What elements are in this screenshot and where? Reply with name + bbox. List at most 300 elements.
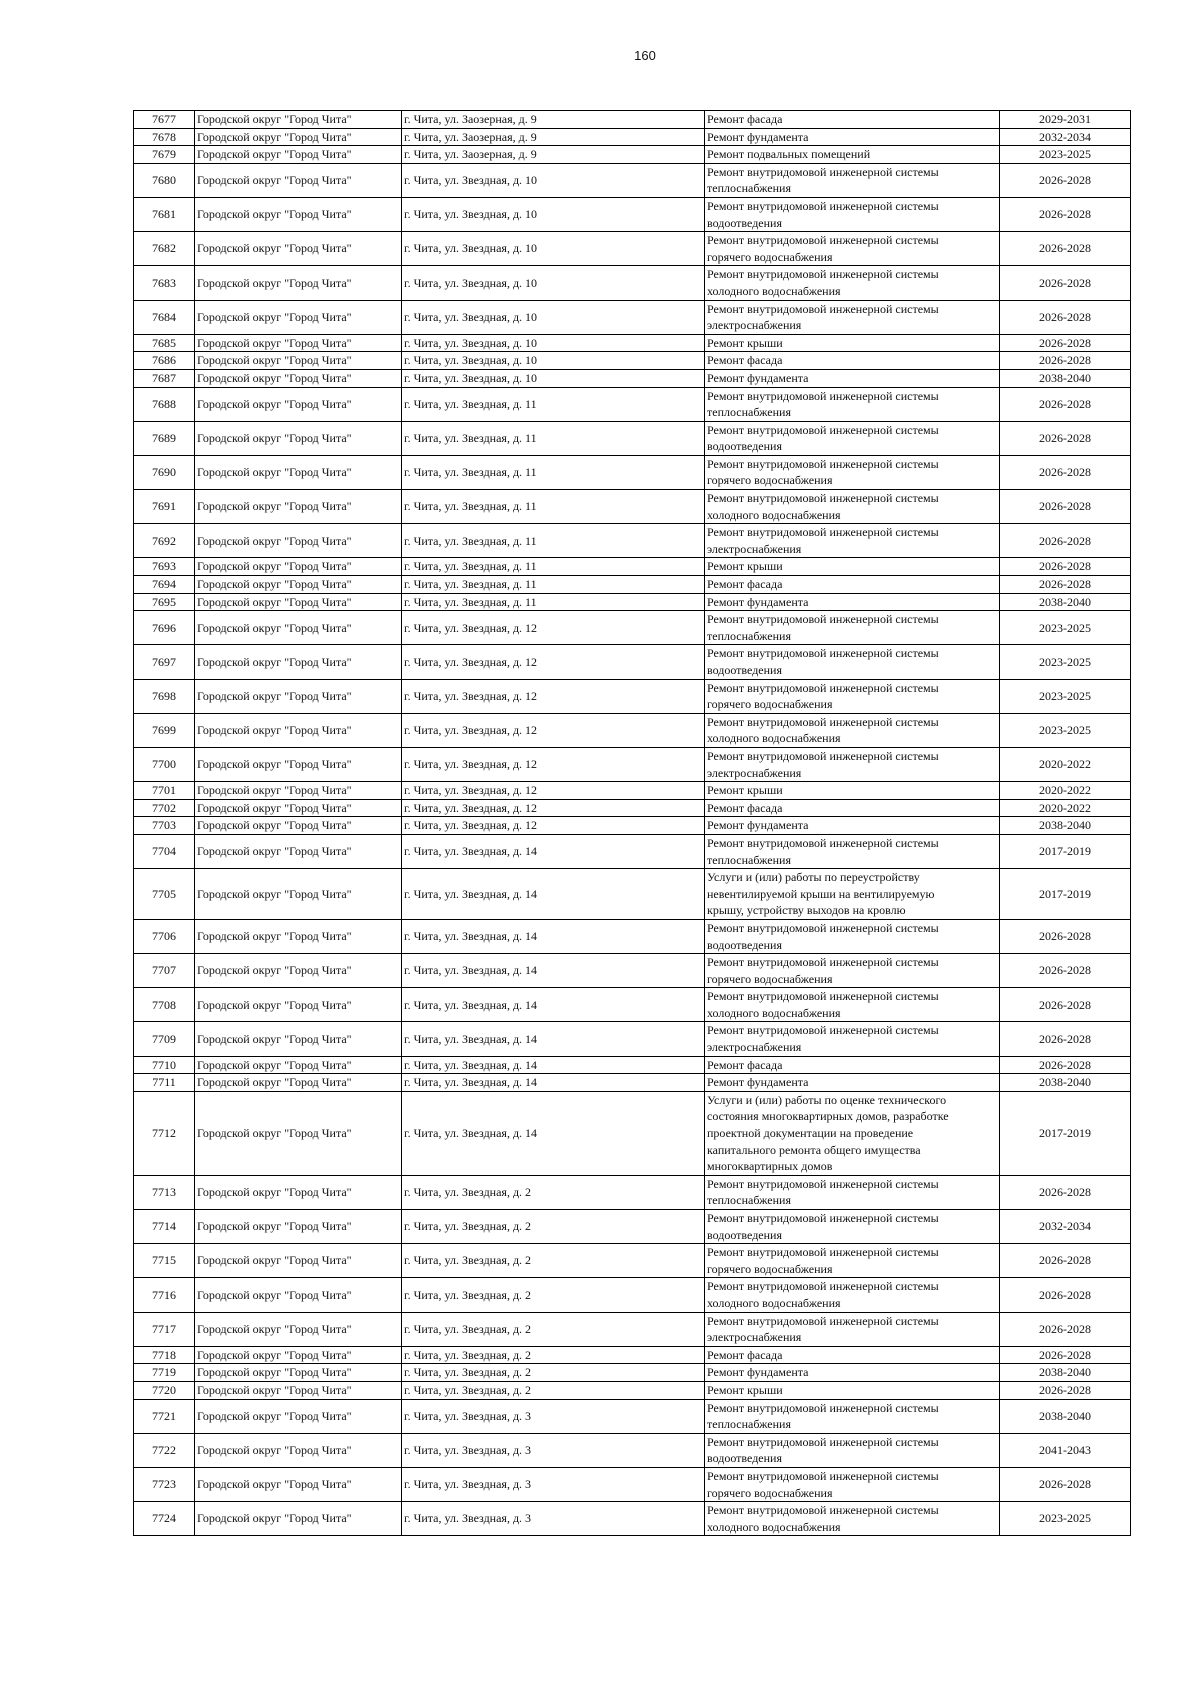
- work-type-line: горячего водоснабжения: [707, 249, 833, 264]
- table-row: [134, 713, 1131, 747]
- municipality-cell: Городской округ "Город Чита": [195, 954, 402, 988]
- work-type-line: Ремонт внутридомовой инженерной системы: [707, 1313, 939, 1328]
- work-type-cell: [705, 490, 1000, 524]
- municipality-cell: Городской округ "Город Чита": [195, 369, 402, 387]
- address-cell: г. Чита, ул. Заозерная, д. 9: [402, 111, 705, 129]
- row-number-cell: 7688: [134, 387, 195, 421]
- municipality-cell: Городской округ "Город Чита": [195, 387, 402, 421]
- work-type-line: Ремонт фасада: [707, 353, 783, 368]
- work-type-line: Ремонт фундамента: [707, 594, 809, 609]
- address-cell: г. Чита, ул. Звездная, д. 10: [402, 163, 705, 197]
- work-type-line: теплоснабжения: [707, 628, 791, 643]
- work-type-cell: [705, 919, 1000, 953]
- work-type-line: Ремонт внутридомовой инженерной системы: [707, 714, 939, 729]
- row-number-cell: 7720: [134, 1381, 195, 1399]
- row-number-cell: 7679: [134, 146, 195, 164]
- address-cell: г. Чита, ул. Звездная, д. 11: [402, 593, 705, 611]
- municipality-cell: Городской округ "Город Чита": [195, 645, 402, 679]
- municipality-cell: Городской округ "Город Чита": [195, 611, 402, 645]
- work-type-line: водоотведения: [707, 1451, 782, 1466]
- row-number-cell: 7721: [134, 1399, 195, 1433]
- period-cell: 2026-2028: [1000, 1175, 1131, 1209]
- municipality-cell: Городской округ "Город Чита": [195, 1074, 402, 1092]
- work-type-line: водоотведения: [707, 937, 782, 952]
- work-type-line: Ремонт внутридомовой инженерной системы: [707, 835, 939, 850]
- municipality-cell: Городской округ "Город Чита": [195, 782, 402, 800]
- row-number-cell: 7711: [134, 1074, 195, 1092]
- work-type-cell: [705, 163, 1000, 197]
- address-cell: г. Чита, ул. Звездная, д. 2: [402, 1364, 705, 1382]
- municipality-cell: Городской округ "Город Чита": [195, 111, 402, 129]
- table-row: [134, 197, 1131, 231]
- work-type-line: Ремонт внутридомовой инженерной системы: [707, 525, 939, 540]
- row-number-cell: 7697: [134, 645, 195, 679]
- work-type-cell: [705, 611, 1000, 645]
- work-type-cell: [705, 1210, 1000, 1244]
- work-type-line: Ремонт внутридомовой инженерной системы: [707, 388, 939, 403]
- table-row: [134, 645, 1131, 679]
- period-cell: 2029-2031: [1000, 111, 1131, 129]
- municipality-cell: Городской округ "Город Чита": [195, 232, 402, 266]
- work-type-line: электроснабжения: [707, 1040, 802, 1055]
- address-cell: г. Чита, ул. Звездная, д. 12: [402, 747, 705, 781]
- work-type-line: теплоснабжения: [707, 852, 791, 867]
- municipality-cell: Городской округ "Город Чита": [195, 869, 402, 920]
- period-cell: 2026-2028: [1000, 558, 1131, 576]
- work-type-line: Ремонт внутридомовой инженерной системы: [707, 1211, 939, 1225]
- work-type-cell: [705, 1467, 1000, 1501]
- work-type-cell: [705, 799, 1000, 817]
- municipality-cell: Городской округ "Город Чита": [195, 1056, 402, 1074]
- municipality-cell: Городской округ "Город Чита": [195, 799, 402, 817]
- period-cell: 2026-2028: [1000, 197, 1131, 231]
- address-cell: г. Чита, ул. Звездная, д. 3: [402, 1502, 705, 1536]
- work-type-line: Ремонт фундамента: [707, 1075, 809, 1090]
- work-type-line: водоотведения: [707, 663, 782, 677]
- address-cell: г. Чита, ул. Звездная, д. 10: [402, 369, 705, 387]
- row-number-cell: 7710: [134, 1056, 195, 1074]
- work-type-line: проектной документации на проведение: [707, 1126, 914, 1141]
- row-number-cell: 7700: [134, 747, 195, 781]
- municipality-cell: Городской округ "Город Чита": [195, 817, 402, 835]
- period-cell: 2038-2040: [1000, 1364, 1131, 1382]
- municipality-cell: Городской округ "Город Чита": [195, 490, 402, 524]
- row-number-cell: 7695: [134, 593, 195, 611]
- work-type-line: холодного водоснабжения: [707, 731, 841, 746]
- table-row: [134, 1175, 1131, 1209]
- work-type-line: многоквартирных домов: [707, 1159, 833, 1174]
- period-cell: 2026-2028: [1000, 1056, 1131, 1074]
- table-row: [134, 300, 1131, 334]
- work-type-cell: [705, 266, 1000, 300]
- work-type-line: Ремонт фасада: [707, 112, 783, 126]
- work-type-cell: [705, 111, 1000, 129]
- work-type-line: горячего водоснабжения: [707, 971, 833, 986]
- work-type-cell: [705, 869, 1000, 920]
- period-cell: 2023-2025: [1000, 611, 1131, 645]
- period-cell: 2026-2028: [1000, 334, 1131, 352]
- municipality-cell: Городской округ "Город Чита": [195, 576, 402, 594]
- address-cell: г. Чита, ул. Звездная, д. 2: [402, 1244, 705, 1278]
- table-row: [134, 869, 1131, 920]
- row-number-cell: 7705: [134, 869, 195, 920]
- address-cell: г. Чита, ул. Звездная, д. 14: [402, 919, 705, 953]
- period-cell: 2026-2028: [1000, 1312, 1131, 1346]
- row-number-cell: 7708: [134, 988, 195, 1022]
- work-type-cell: [705, 1091, 1000, 1175]
- municipality-cell: Городской округ "Город Чита": [195, 266, 402, 300]
- work-type-line: водоотведения: [707, 439, 782, 454]
- table-row: [134, 954, 1131, 988]
- work-type-cell: [705, 817, 1000, 835]
- period-cell: 2017-2019: [1000, 869, 1131, 920]
- period-cell: 2038-2040: [1000, 817, 1131, 835]
- address-cell: г. Чита, ул. Звездная, д. 2: [402, 1278, 705, 1312]
- row-number-cell: 7701: [134, 782, 195, 800]
- address-cell: г. Чита, ул. Звездная, д. 11: [402, 490, 705, 524]
- table-row: [134, 1056, 1131, 1074]
- row-number-cell: 7683: [134, 266, 195, 300]
- address-cell: г. Чита, ул. Звездная, д. 2: [402, 1312, 705, 1346]
- period-cell: 2023-2025: [1000, 679, 1131, 713]
- work-type-cell: [705, 1399, 1000, 1433]
- work-type-line: Ремонт внутридомовой инженерной системы: [707, 1400, 939, 1415]
- period-cell: 2026-2028: [1000, 266, 1131, 300]
- table-row: [134, 490, 1131, 524]
- address-cell: г. Чита, ул. Заозерная, д. 9: [402, 128, 705, 146]
- work-type-line: Ремонт внутридомовой инженерной системы: [707, 680, 939, 695]
- address-cell: г. Чита, ул. Звездная, д. 10: [402, 300, 705, 334]
- address-cell: г. Чита, ул. Звездная, д. 12: [402, 645, 705, 679]
- table-row: [134, 1364, 1131, 1382]
- work-type-line: горячего водоснабжения: [707, 1485, 833, 1500]
- period-cell: 2020-2022: [1000, 799, 1131, 817]
- period-cell: 2026-2028: [1000, 163, 1131, 197]
- municipality-cell: Городской округ "Город Чита": [195, 558, 402, 576]
- period-cell: 2020-2022: [1000, 782, 1131, 800]
- work-type-cell: [705, 421, 1000, 455]
- work-type-cell: [705, 128, 1000, 146]
- municipality-cell: Городской округ "Город Чита": [195, 421, 402, 455]
- row-number-cell: 7691: [134, 490, 195, 524]
- row-number-cell: 7678: [134, 128, 195, 146]
- work-type-line: горячего водоснабжения: [707, 1261, 833, 1276]
- address-cell: г. Чита, ул. Звездная, д. 12: [402, 782, 705, 800]
- table-body: [134, 111, 1131, 1536]
- work-type-line: теплоснабжения: [707, 181, 791, 196]
- table-row: [134, 799, 1131, 817]
- table-row: [134, 1210, 1131, 1244]
- row-number-cell: 7714: [134, 1210, 195, 1244]
- table-row: [134, 1022, 1131, 1056]
- work-type-line: Ремонт внутридомовой инженерной системы: [707, 456, 939, 471]
- address-cell: г. Чита, ул. Звездная, д. 11: [402, 524, 705, 558]
- period-cell: 2038-2040: [1000, 1399, 1131, 1433]
- work-type-line: Ремонт крыши: [707, 1382, 783, 1397]
- work-type-line: Ремонт внутридомовой инженерной системы: [707, 646, 939, 661]
- row-number-cell: 7717: [134, 1312, 195, 1346]
- work-type-line: Ремонт внутридомовой инженерной системы: [707, 955, 939, 970]
- period-cell: 2026-2028: [1000, 352, 1131, 370]
- period-cell: 2032-2034: [1000, 128, 1131, 146]
- work-type-line: водоотведения: [707, 215, 782, 230]
- row-number-cell: 7687: [134, 369, 195, 387]
- table-row: [134, 266, 1131, 300]
- work-type-cell: [705, 713, 1000, 747]
- period-cell: 2026-2028: [1000, 1022, 1131, 1056]
- row-number-cell: 7696: [134, 611, 195, 645]
- table-row: [134, 679, 1131, 713]
- address-cell: г. Чита, ул. Звездная, д. 12: [402, 817, 705, 835]
- period-cell: 2032-2034: [1000, 1210, 1131, 1244]
- work-type-line: Услуги и (или) работы по оценке технического: [707, 1092, 947, 1107]
- address-cell: г. Чита, ул. Звездная, д. 11: [402, 387, 705, 421]
- work-type-cell: [705, 334, 1000, 352]
- row-number-cell: 7706: [134, 919, 195, 953]
- table-row: [134, 1433, 1131, 1467]
- period-cell: 2020-2022: [1000, 747, 1131, 781]
- period-cell: 2026-2028: [1000, 490, 1131, 524]
- municipality-cell: Городской округ "Город Чита": [195, 334, 402, 352]
- page-number: 160: [634, 48, 656, 63]
- work-type-cell: [705, 1364, 1000, 1382]
- work-type-line: Ремонт крыши: [707, 335, 783, 350]
- repair-schedule-table: [133, 110, 1131, 1536]
- work-type-line: состояния многоквартирных домов, разработке: [707, 1109, 949, 1124]
- work-type-cell: [705, 1278, 1000, 1312]
- period-cell: 2026-2028: [1000, 954, 1131, 988]
- row-number-cell: 7715: [134, 1244, 195, 1278]
- work-type-line: Ремонт подвальных помещений: [707, 147, 871, 162]
- municipality-cell: Городской округ "Город Чита": [195, 1364, 402, 1382]
- table-row: [134, 919, 1131, 953]
- municipality-cell: Городской округ "Город Чита": [195, 1381, 402, 1399]
- address-cell: г. Чита, ул. Звездная, д. 3: [402, 1467, 705, 1501]
- row-number-cell: 7719: [134, 1364, 195, 1382]
- period-cell: 2026-2028: [1000, 1346, 1131, 1364]
- address-cell: г. Чита, ул. Звездная, д. 11: [402, 455, 705, 489]
- table-row: [134, 834, 1131, 868]
- municipality-cell: Городской округ "Город Чита": [195, 713, 402, 747]
- work-type-line: Ремонт внутридомовой инженерной системы: [707, 1176, 939, 1191]
- work-type-line: Ремонт крыши: [707, 559, 783, 574]
- municipality-cell: Городской округ "Город Чита": [195, 163, 402, 197]
- work-type-cell: [705, 988, 1000, 1022]
- address-cell: г. Чита, ул. Звездная, д. 11: [402, 558, 705, 576]
- work-type-line: теплоснабжения: [707, 1193, 791, 1208]
- work-type-line: Ремонт фасада: [707, 800, 783, 815]
- address-cell: г. Чита, ул. Звездная, д. 12: [402, 799, 705, 817]
- work-type-line: Ремонт внутридомовой инженерной системы: [707, 198, 939, 213]
- work-type-line: Ремонт внутридомовой инженерной системы: [707, 920, 939, 935]
- table-row: [134, 1074, 1131, 1092]
- work-type-cell: [705, 1056, 1000, 1074]
- period-cell: 2026-2028: [1000, 300, 1131, 334]
- work-type-line: электроснабжения: [707, 765, 802, 780]
- period-cell: 2038-2040: [1000, 593, 1131, 611]
- address-cell: г. Чита, ул. Звездная, д. 2: [402, 1381, 705, 1399]
- period-cell: 2023-2025: [1000, 146, 1131, 164]
- municipality-cell: Городской округ "Город Чита": [195, 1091, 402, 1175]
- address-cell: г. Чита, ул. Звездная, д. 12: [402, 679, 705, 713]
- address-cell: г. Чита, ул. Звездная, д. 14: [402, 834, 705, 868]
- row-number-cell: 7724: [134, 1502, 195, 1536]
- period-cell: 2026-2028: [1000, 1278, 1131, 1312]
- period-cell: 2023-2025: [1000, 713, 1131, 747]
- work-type-line: невентилируемой крыши на вентилируемую: [707, 886, 935, 901]
- work-type-cell: [705, 1312, 1000, 1346]
- work-type-cell: [705, 455, 1000, 489]
- municipality-cell: Городской округ "Город Чита": [195, 352, 402, 370]
- work-type-line: Ремонт фасада: [707, 1347, 783, 1362]
- period-cell: 2026-2028: [1000, 421, 1131, 455]
- row-number-cell: 7709: [134, 1022, 195, 1056]
- municipality-cell: Городской округ "Город Чита": [195, 300, 402, 334]
- address-cell: г. Чита, ул. Звездная, д. 10: [402, 352, 705, 370]
- table-row: [134, 782, 1131, 800]
- work-type-cell: [705, 1244, 1000, 1278]
- municipality-cell: Городской округ "Город Чита": [195, 747, 402, 781]
- work-type-cell: [705, 197, 1000, 231]
- row-number-cell: 7693: [134, 558, 195, 576]
- row-number-cell: 7685: [134, 334, 195, 352]
- municipality-cell: Городской округ "Город Чита": [195, 128, 402, 146]
- municipality-cell: Городской округ "Город Чита": [195, 455, 402, 489]
- work-type-cell: [705, 1346, 1000, 1364]
- table-row: [134, 576, 1131, 594]
- address-cell: г. Чита, ул. Звездная, д. 14: [402, 1056, 705, 1074]
- work-type-line: Ремонт внутридомовой инженерной системы: [707, 1434, 939, 1449]
- period-cell: 2026-2028: [1000, 1244, 1131, 1278]
- table-row: [134, 611, 1131, 645]
- address-cell: г. Чита, ул. Звездная, д. 12: [402, 713, 705, 747]
- municipality-cell: Городской округ "Город Чита": [195, 679, 402, 713]
- period-cell: 2041-2043: [1000, 1433, 1131, 1467]
- work-type-line: Ремонт фасада: [707, 1057, 783, 1072]
- work-type-cell: [705, 387, 1000, 421]
- address-cell: г. Чита, ул. Звездная, д. 14: [402, 1074, 705, 1092]
- work-type-cell: [705, 352, 1000, 370]
- work-type-line: Ремонт внутридомовой инженерной системы: [707, 233, 939, 248]
- period-cell: 2023-2025: [1000, 1502, 1131, 1536]
- period-cell: 2026-2028: [1000, 1381, 1131, 1399]
- municipality-cell: Городской округ "Город Чита": [195, 834, 402, 868]
- work-type-line: Ремонт внутридомовой инженерной системы: [707, 1279, 939, 1294]
- period-cell: 2038-2040: [1000, 1074, 1131, 1092]
- work-type-cell: [705, 1433, 1000, 1467]
- address-cell: г. Чита, ул. Звездная, д. 11: [402, 421, 705, 455]
- table-row: [134, 163, 1131, 197]
- address-cell: г. Чита, ул. Звездная, д. 2: [402, 1346, 705, 1364]
- address-cell: г. Чита, ул. Звездная, д. 14: [402, 954, 705, 988]
- work-type-line: крышу, устройству выходов на кровлю: [707, 903, 906, 918]
- table-row: [134, 1244, 1131, 1278]
- work-type-cell: [705, 679, 1000, 713]
- table-row: [134, 232, 1131, 266]
- period-cell: 2026-2028: [1000, 919, 1131, 953]
- work-type-line: Ремонт фундамента: [707, 1365, 809, 1380]
- municipality-cell: Городской округ "Город Чита": [195, 1175, 402, 1209]
- table-row: [134, 1399, 1131, 1433]
- work-type-line: Ремонт внутридомовой инженерной системы: [707, 1245, 939, 1260]
- work-type-line: Ремонт фасада: [707, 577, 783, 592]
- table-row: [134, 455, 1131, 489]
- municipality-cell: Городской округ "Город Чита": [195, 1467, 402, 1501]
- municipality-cell: Городской округ "Город Чита": [195, 1022, 402, 1056]
- row-number-cell: 7686: [134, 352, 195, 370]
- address-cell: г. Чита, ул. Звездная, д. 10: [402, 197, 705, 231]
- row-number-cell: 7713: [134, 1175, 195, 1209]
- work-type-line: Ремонт фундамента: [707, 818, 809, 833]
- address-cell: г. Чита, ул. Звездная, д. 2: [402, 1210, 705, 1244]
- address-cell: г. Чита, ул. Звездная, д. 14: [402, 988, 705, 1022]
- period-cell: 2026-2028: [1000, 524, 1131, 558]
- municipality-cell: Городской округ "Город Чита": [195, 146, 402, 164]
- work-type-line: Ремонт внутридомовой инженерной системы: [707, 748, 939, 763]
- row-number-cell: 7694: [134, 576, 195, 594]
- table-row: [134, 558, 1131, 576]
- period-cell: 2026-2028: [1000, 232, 1131, 266]
- work-type-line: Ремонт внутридомовой инженерной системы: [707, 267, 939, 282]
- work-type-cell: [705, 1074, 1000, 1092]
- address-cell: г. Чита, ул. Звездная, д. 14: [402, 1091, 705, 1175]
- period-cell: 2026-2028: [1000, 455, 1131, 489]
- period-cell: 2023-2025: [1000, 645, 1131, 679]
- row-number-cell: 7699: [134, 713, 195, 747]
- address-cell: г. Чита, ул. Звездная, д. 14: [402, 869, 705, 920]
- work-type-cell: [705, 954, 1000, 988]
- table-row: [134, 817, 1131, 835]
- address-cell: г. Чита, ул. Звездная, д. 14: [402, 1022, 705, 1056]
- row-number-cell: 7722: [134, 1433, 195, 1467]
- work-type-line: Ремонт внутридомовой инженерной системы: [707, 612, 939, 627]
- work-type-line: Ремонт внутридомовой инженерной системы: [707, 422, 939, 437]
- period-cell: 2017-2019: [1000, 834, 1131, 868]
- work-type-line: Услуги и (или) работы по переустройству: [707, 870, 920, 885]
- work-type-cell: [705, 232, 1000, 266]
- municipality-cell: Городской округ "Город Чита": [195, 1346, 402, 1364]
- work-type-line: холодного водоснабжения: [707, 1005, 841, 1020]
- municipality-cell: Городской округ "Город Чита": [195, 1502, 402, 1536]
- row-number-cell: 7692: [134, 524, 195, 558]
- table-row: [134, 1467, 1131, 1501]
- work-type-line: холодного водоснабжения: [707, 283, 841, 298]
- table-row: [134, 1381, 1131, 1399]
- row-number-cell: 7718: [134, 1346, 195, 1364]
- row-number-cell: 7707: [134, 954, 195, 988]
- work-type-line: Ремонт крыши: [707, 783, 783, 798]
- table-row: [134, 524, 1131, 558]
- work-type-cell: [705, 558, 1000, 576]
- row-number-cell: 7677: [134, 111, 195, 129]
- municipality-cell: Городской округ "Город Чита": [195, 1278, 402, 1312]
- period-cell: 2026-2028: [1000, 387, 1131, 421]
- work-type-cell: [705, 524, 1000, 558]
- municipality-cell: Городской округ "Город Чита": [195, 1312, 402, 1346]
- work-type-cell: [705, 747, 1000, 781]
- work-type-line: Ремонт внутридомовой инженерной системы: [707, 1503, 939, 1518]
- work-type-cell: [705, 593, 1000, 611]
- address-cell: г. Чита, ул. Звездная, д. 3: [402, 1399, 705, 1433]
- row-number-cell: 7684: [134, 300, 195, 334]
- table-row: [134, 146, 1131, 164]
- row-number-cell: 7712: [134, 1091, 195, 1175]
- row-number-cell: 7698: [134, 679, 195, 713]
- table-row: [134, 747, 1131, 781]
- table-row: [134, 593, 1131, 611]
- work-type-line: холодного водоснабжения: [707, 1519, 841, 1534]
- work-type-line: Ремонт фундамента: [707, 129, 809, 144]
